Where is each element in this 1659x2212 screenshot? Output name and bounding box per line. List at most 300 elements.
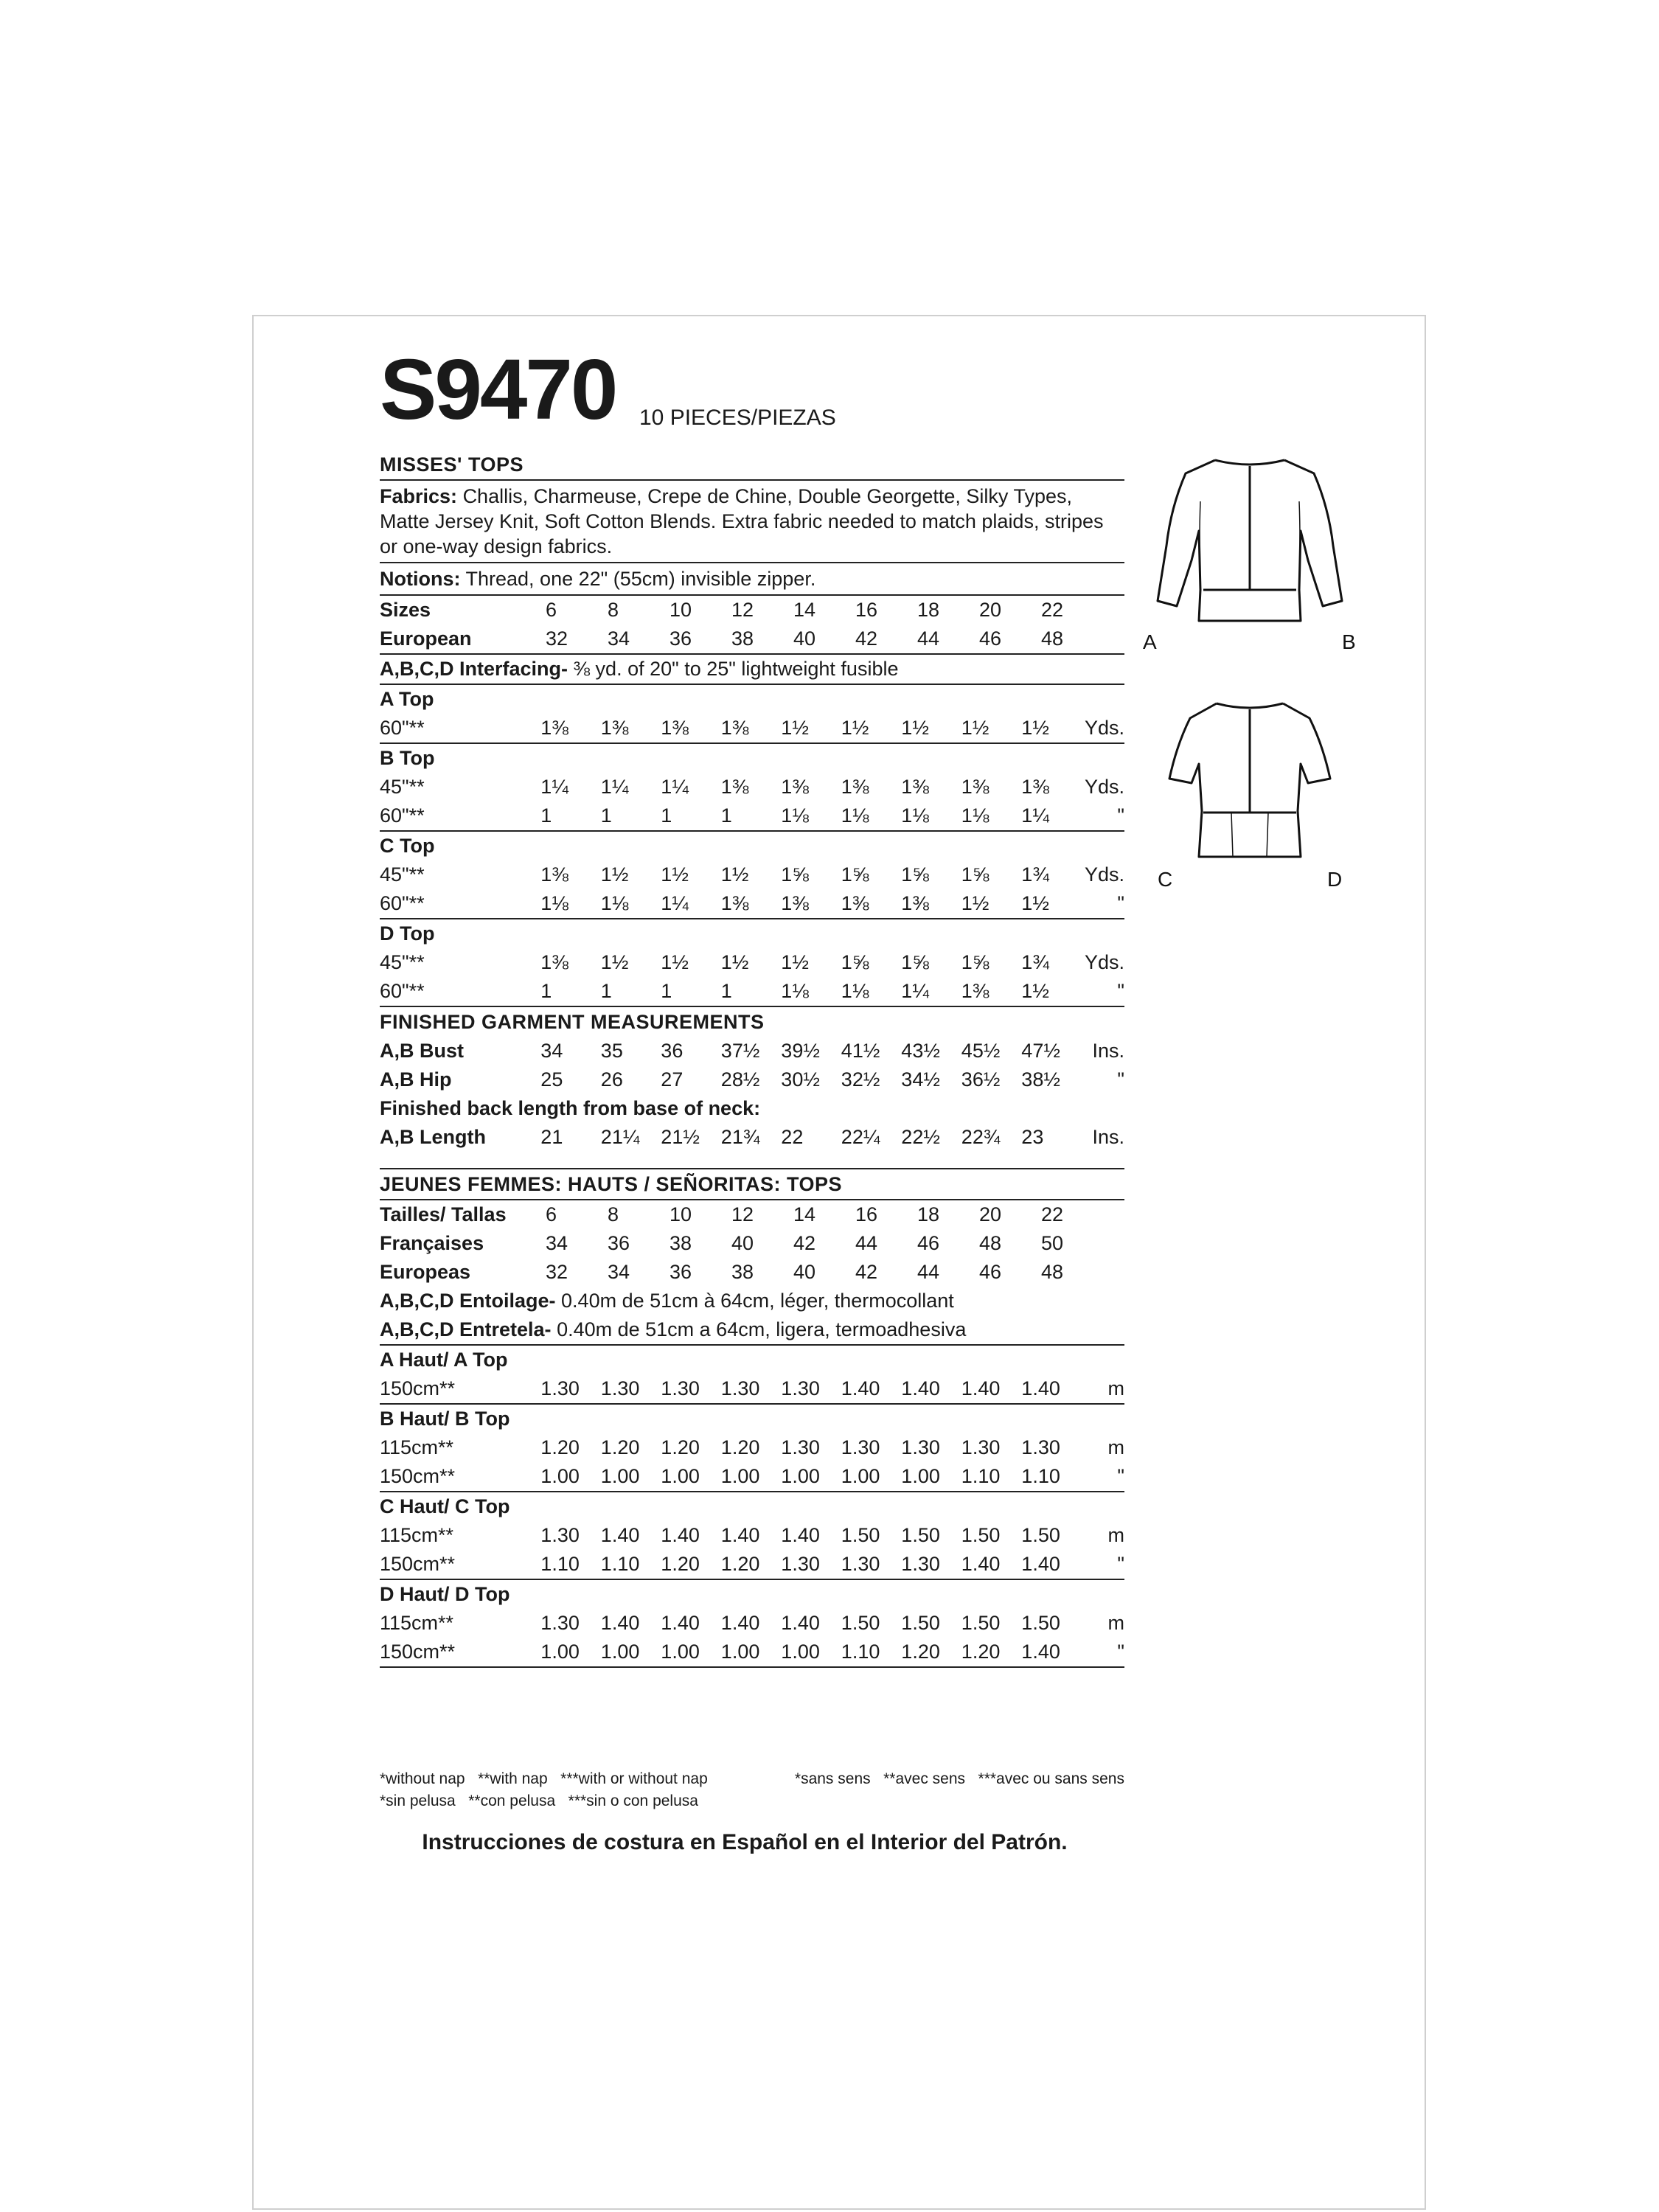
yardage-group: [380, 1405, 1124, 1492]
table-cell: 34½: [901, 1068, 940, 1091]
table-cell: 36: [608, 1232, 630, 1254]
yardage-group: [380, 1346, 1124, 1405]
table-cell: 1.40: [1021, 1553, 1060, 1575]
misses-title: MISSES' TOPS: [380, 453, 524, 476]
footnote-es: *sin pelusa **con pelusa ***sin o con pelusa: [380, 1792, 698, 1809]
table-cell: 1⅛: [841, 804, 869, 827]
yardage-group: [380, 832, 1124, 919]
table-cell: 1.30: [540, 1612, 580, 1634]
table-cell: 1½: [661, 863, 689, 886]
yardage-group: [380, 919, 1124, 1007]
table-cell: 1⅝: [781, 863, 809, 886]
table-cell: 1⅛: [781, 980, 809, 1002]
label-d: D: [1327, 868, 1343, 891]
row-label: A,B Length: [380, 1126, 486, 1148]
unit-label: m: [1107, 1524, 1125, 1546]
row-label: 115cm**: [380, 1436, 454, 1458]
row-label: 45"**: [380, 776, 425, 798]
table-cell: 1.00: [720, 1465, 760, 1487]
table-cell: 1.40: [600, 1524, 640, 1546]
table-cell: 30½: [781, 1068, 820, 1091]
spanish-instructions-note: [0, 1830, 1659, 1855]
table-cell: 22: [1041, 1203, 1064, 1225]
unit-label: ": [1117, 980, 1125, 1002]
table-cell: 1.50: [961, 1524, 1001, 1546]
table-cell: 1½: [600, 863, 629, 886]
top-cd-back-view-illustration: [1128, 693, 1371, 892]
table-cell: 1.20: [540, 1436, 580, 1458]
table-cell: 1⅛: [961, 804, 990, 827]
table-cell: 1⅜: [540, 717, 568, 739]
yardage-group: [380, 685, 1124, 744]
table-cell: 1½: [781, 951, 809, 973]
table-cell: 1⅜: [1021, 776, 1049, 798]
tailles-section: [380, 1200, 1124, 1346]
table-cell: 50: [1041, 1232, 1064, 1254]
table-cell: 1.20: [661, 1436, 700, 1458]
yardage-row: [380, 1374, 1124, 1403]
row-label: 150cm**: [380, 1377, 456, 1399]
table-cell: 45½: [961, 1040, 1001, 1062]
table-cell: 1¾: [1021, 951, 1049, 973]
table-cell: 1.10: [841, 1641, 880, 1663]
row-label: 150cm**: [380, 1641, 456, 1663]
unit-label: Ins.: [1092, 1126, 1125, 1148]
footnotes: [380, 1768, 1124, 1812]
table-cell: 1⅝: [901, 951, 929, 973]
table-cell: 1½: [901, 717, 929, 739]
table-cell: 1⅜: [540, 863, 568, 886]
table-cell: 1.00: [600, 1465, 640, 1487]
table-cell: 1½: [661, 951, 689, 973]
table-cell: 14: [793, 599, 816, 621]
table-cell: 36: [669, 627, 692, 650]
interfacing-line: [380, 655, 1124, 685]
yardage-row: [380, 801, 1124, 830]
footnote-en: *without nap **with nap ***with or without nap: [380, 1770, 708, 1787]
unit-label: m: [1107, 1612, 1125, 1634]
yardage-row: [380, 1550, 1124, 1579]
table-cell: 36½: [961, 1068, 1001, 1091]
table-cell: 1.30: [781, 1436, 820, 1458]
entretela-line: [380, 1315, 1124, 1344]
table-cell: 48: [1041, 627, 1064, 650]
table-cell: 1: [540, 980, 552, 1002]
table-cell: 1.00: [720, 1641, 760, 1663]
spanish-note-text: Instrucciones de costura en Español en el Interior del Patrón.: [422, 1830, 1068, 1854]
table-cell: 1.20: [661, 1553, 700, 1575]
row-label: European: [380, 627, 472, 650]
yardage-row: [380, 1462, 1124, 1491]
table-cell: 1.40: [661, 1612, 700, 1634]
table-cell: 1.30: [661, 1377, 700, 1399]
table-cell: 1.40: [961, 1553, 1001, 1575]
european-row: [380, 625, 1124, 653]
table-cell: 1¼: [901, 980, 929, 1002]
table-cell: 1¼: [600, 776, 629, 798]
misses-yardage: [380, 685, 1124, 1007]
table-cell: 1.00: [661, 1641, 700, 1663]
table-cell: 1.40: [1021, 1377, 1060, 1399]
table-cell: 1½: [1021, 717, 1049, 739]
table-cell: 21¼: [600, 1126, 640, 1148]
yardage-group: [380, 744, 1124, 832]
jeunes-title: JEUNES FEMMES: HAUTS / SEÑORITAS: TOPS: [380, 1173, 843, 1195]
length-row: [380, 1123, 1124, 1152]
table-cell: 1.00: [901, 1465, 940, 1487]
table-cell: 42: [793, 1232, 816, 1254]
table-cell: 1.50: [961, 1612, 1001, 1634]
table-cell: 21¾: [720, 1126, 760, 1148]
table-cell: 1.40: [781, 1612, 820, 1634]
table-cell: 1⅜: [720, 717, 749, 739]
row-label: Europeas: [380, 1261, 471, 1283]
table-cell: 1.40: [600, 1612, 640, 1634]
table-cell: 1⅝: [841, 951, 869, 973]
table-cell: 1.50: [901, 1612, 940, 1634]
table-cell: 1⅜: [841, 776, 869, 798]
fabrics-section: [380, 481, 1124, 563]
interfacing-label: A,B,C,D Interfacing-: [380, 658, 568, 680]
table-cell: 46: [917, 1232, 940, 1254]
unit-label: ": [1117, 1553, 1125, 1575]
table-cell: 40: [793, 627, 816, 650]
interfacing-text: ⅜ yd. of 20" to 25" lightweight fusible: [573, 658, 899, 680]
table-cell: 1.30: [901, 1436, 940, 1458]
view-title: B Top: [380, 747, 435, 769]
unit-label: ": [1117, 1068, 1125, 1091]
view-title: C Top: [380, 835, 435, 857]
table-cell: 21½: [661, 1126, 700, 1148]
table-cell: 1.40: [1021, 1641, 1060, 1663]
table-cell: 1⅜: [661, 717, 689, 739]
view-title: D Haut/ D Top: [380, 1583, 510, 1605]
entretela-label: A,B,C,D Entretela-: [380, 1318, 552, 1340]
table-cell: 1.50: [841, 1612, 880, 1634]
table-cell: 21: [540, 1126, 563, 1148]
yardage-group: [380, 1492, 1124, 1580]
table-cell: 39½: [781, 1040, 820, 1062]
table-cell: 1⅜: [901, 776, 929, 798]
table-cell: 1½: [1021, 980, 1049, 1002]
table-cell: 1.20: [600, 1436, 640, 1458]
table-cell: 1⅜: [841, 892, 869, 914]
table-cell: 36: [661, 1040, 684, 1062]
table-cell: 22¼: [841, 1126, 880, 1148]
table-cell: 1⅝: [901, 863, 929, 886]
table-cell: 22: [1041, 599, 1064, 621]
yardage-row: [380, 977, 1124, 1006]
table-cell: 42: [855, 627, 878, 650]
table-cell: 22¾: [961, 1126, 1001, 1148]
table-cell: 1.30: [540, 1377, 580, 1399]
table-cell: 1.40: [720, 1612, 760, 1634]
table-cell: 1.20: [720, 1436, 760, 1458]
tailles-row: [380, 1200, 1124, 1229]
table-cell: 1.00: [540, 1641, 580, 1663]
table-cell: 1.10: [600, 1553, 640, 1575]
yardage-row: [380, 1433, 1124, 1462]
table-cell: 1.00: [600, 1641, 640, 1663]
table-cell: 1.50: [1021, 1612, 1060, 1634]
pattern-number: S9470: [380, 341, 616, 437]
view-title: C Haut/ C Top: [380, 1495, 510, 1517]
table-cell: 41½: [841, 1040, 880, 1062]
table-cell: 12: [731, 1203, 754, 1225]
table-cell: 1⅜: [901, 892, 929, 914]
table-cell: 1¼: [540, 776, 568, 798]
label-a: A: [1143, 630, 1157, 653]
row-label: Françaises: [380, 1232, 484, 1254]
table-cell: 1.20: [720, 1553, 760, 1575]
label-c: C: [1158, 868, 1173, 891]
table-cell: 1⅝: [961, 863, 990, 886]
table-cell: 1⅛: [841, 980, 869, 1002]
table-cell: 8: [608, 1203, 619, 1225]
table-cell: 46: [979, 627, 1002, 650]
table-cell: 12: [731, 599, 754, 621]
table-cell: 44: [917, 627, 940, 650]
table-cell: 1⅝: [841, 863, 869, 886]
table-cell: 1.40: [901, 1377, 940, 1399]
table-cell: 1.20: [901, 1641, 940, 1663]
table-cell: 1.30: [781, 1553, 820, 1575]
table-cell: 25: [540, 1068, 563, 1091]
francaises-row: [380, 1229, 1124, 1258]
jeunes-metrage: [380, 1346, 1124, 1668]
back-length-label: Finished back length from base of neck:: [380, 1097, 761, 1119]
table-cell: 40: [731, 1232, 754, 1254]
table-cell: 1.00: [841, 1465, 880, 1487]
table-cell: 34: [608, 1261, 630, 1283]
top-ab-back-view-illustration: [1128, 450, 1371, 656]
fabrics-label: Fabrics:: [380, 485, 458, 507]
unit-label: Ins.: [1092, 1040, 1125, 1062]
table-cell: 1.10: [961, 1465, 1001, 1487]
table-cell: 1.30: [720, 1377, 760, 1399]
yardage-row: [380, 948, 1124, 977]
view-title: B Haut/ B Top: [380, 1408, 510, 1430]
table-cell: 1⅜: [540, 951, 568, 973]
table-cell: 1¼: [1021, 804, 1049, 827]
table-cell: 1½: [781, 717, 809, 739]
entoilage-text: 0.40m de 51cm à 64cm, léger, thermocollant: [561, 1290, 954, 1312]
table-cell: 20: [979, 599, 1002, 621]
table-cell: 1½: [600, 951, 629, 973]
yardage-row: [380, 1521, 1124, 1550]
table-cell: 35: [600, 1040, 623, 1062]
finished-title: FINISHED GARMENT MEASUREMENTS: [380, 1011, 765, 1033]
table-cell: 42: [855, 1261, 878, 1283]
unit-label: Yds.: [1084, 863, 1125, 886]
row-label: Sizes: [380, 599, 431, 621]
table-cell: 1⅛: [781, 804, 809, 827]
row-label: A,B Hip: [380, 1068, 452, 1091]
table-cell: 36: [669, 1261, 692, 1283]
table-cell: 1.50: [841, 1524, 880, 1546]
row-label: 60"**: [380, 804, 425, 827]
row-label: 115cm**: [380, 1612, 454, 1634]
yardage-row: [380, 860, 1124, 889]
pattern-info: [380, 450, 1124, 1668]
table-cell: 16: [855, 1203, 878, 1225]
table-cell: 34: [540, 1040, 563, 1062]
row-label: 150cm**: [380, 1553, 456, 1575]
row-label: 45"**: [380, 951, 425, 973]
table-cell: 6: [546, 599, 557, 621]
table-cell: 1.40: [841, 1377, 880, 1399]
table-cell: 1.40: [781, 1524, 820, 1546]
row-label: A,B Bust: [380, 1040, 464, 1062]
table-cell: 1.30: [540, 1524, 580, 1546]
table-cell: 1.30: [901, 1553, 940, 1575]
table-cell: 1⅜: [720, 892, 749, 914]
table-cell: 46: [979, 1261, 1002, 1283]
table-cell: 20: [979, 1203, 1002, 1225]
fabrics-text: Challis, Charmeuse, Crepe de Chine, Double Georgette, Silky Types, Matte Jersey Knit, Soft Cotton Blends. Extra fabric needed to match plaids, stripes or one-way design fabrics.: [380, 485, 1104, 557]
table-cell: 1½: [720, 863, 749, 886]
table-cell: 1¾: [1021, 863, 1049, 886]
yardage-row: [380, 773, 1124, 801]
row-label: 60"**: [380, 892, 425, 914]
table-cell: 1½: [1021, 892, 1049, 914]
sizes-row: [380, 596, 1124, 625]
table-cell: 26: [600, 1068, 623, 1091]
table-cell: 38½: [1021, 1068, 1060, 1091]
table-cell: 40: [793, 1261, 816, 1283]
table-cell: 8: [608, 599, 619, 621]
yardage-row: [380, 714, 1124, 742]
footnote-fr: *sans sens **avec sens ***avec ou sans sens: [794, 1770, 1124, 1787]
label-b: B: [1342, 630, 1356, 653]
entoilage-line: [380, 1287, 1124, 1315]
notions-text: Thread, one 22" (55cm) invisible zipper.: [465, 568, 816, 590]
table-cell: 48: [979, 1232, 1002, 1254]
table-cell: 1.30: [841, 1436, 880, 1458]
table-cell: 1½: [961, 717, 990, 739]
unit-label: ": [1117, 1641, 1125, 1663]
table-cell: 1.20: [961, 1641, 1001, 1663]
table-cell: 1: [720, 980, 732, 1002]
table-cell: 14: [793, 1203, 816, 1225]
unit-label: m: [1107, 1436, 1125, 1458]
table-cell: 10: [669, 599, 692, 621]
yardage-row: [380, 1638, 1124, 1666]
yardage-row: [380, 889, 1124, 918]
table-cell: 38: [669, 1232, 692, 1254]
table-cell: 28½: [720, 1068, 760, 1091]
table-cell: 1: [600, 980, 612, 1002]
table-cell: 38: [731, 1261, 754, 1283]
table-cell: 1⅜: [961, 776, 990, 798]
table-cell: 1⅛: [901, 804, 929, 827]
table-cell: 1.00: [781, 1641, 820, 1663]
unit-label: Yds.: [1084, 776, 1125, 798]
table-cell: 1.00: [781, 1465, 820, 1487]
table-cell: 32½: [841, 1068, 880, 1091]
row-label: Tailles/ Tallas: [380, 1203, 507, 1225]
table-cell: 47½: [1021, 1040, 1060, 1062]
table-cell: 38: [731, 627, 754, 650]
table-cell: 6: [546, 1203, 557, 1225]
table-cell: 1⅝: [961, 951, 990, 973]
pieces-count: 10 PIECES/PIEZAS: [639, 406, 836, 430]
table-cell: 22: [781, 1126, 804, 1148]
table-cell: 1.10: [1021, 1465, 1060, 1487]
view-title: A Top: [380, 688, 434, 710]
notions-section: [380, 563, 1124, 596]
view-title: D Top: [380, 922, 435, 945]
table-cell: 1.50: [1021, 1524, 1060, 1546]
sizes-section: [380, 596, 1124, 655]
row-label: 60"**: [380, 717, 425, 739]
yardage-row: [380, 1609, 1124, 1638]
table-cell: 32: [546, 627, 568, 650]
table-cell: 23: [1021, 1126, 1044, 1148]
table-cell: 1.00: [661, 1465, 700, 1487]
unit-label: m: [1107, 1377, 1125, 1399]
unit-label: ": [1117, 1465, 1125, 1487]
table-cell: 10: [669, 1203, 692, 1225]
table-cell: 44: [917, 1261, 940, 1283]
table-cell: 34: [546, 1232, 568, 1254]
entoilage-label: A,B,C,D Entoilage-: [380, 1290, 556, 1312]
table-cell: 1⅜: [961, 980, 990, 1002]
table-cell: 1: [661, 804, 672, 827]
table-cell: 1.30: [961, 1436, 1001, 1458]
unit-label: ": [1117, 892, 1125, 914]
table-cell: 16: [855, 599, 878, 621]
table-cell: 1⅛: [540, 892, 568, 914]
table-cell: 1.10: [540, 1553, 580, 1575]
table-cell: 1.40: [720, 1524, 760, 1546]
table-cell: 1.50: [901, 1524, 940, 1546]
unit-label: Yds.: [1084, 717, 1125, 739]
row-label: 45"**: [380, 863, 425, 886]
table-cell: 1: [600, 804, 612, 827]
unit-label: ": [1117, 804, 1125, 827]
entretela-text: 0.40m de 51cm a 64cm, ligera, termoadhesiva: [557, 1318, 967, 1340]
table-cell: 44: [855, 1232, 878, 1254]
table-cell: 18: [917, 599, 940, 621]
notions-label: Notions:: [380, 568, 461, 590]
table-cell: 27: [661, 1068, 684, 1091]
table-cell: 1.30: [600, 1377, 640, 1399]
yardage-group: [380, 1580, 1124, 1668]
row-label: 150cm**: [380, 1465, 456, 1487]
bust-row: [380, 1037, 1124, 1065]
view-title: A Haut/ A Top: [380, 1349, 508, 1371]
table-cell: 1½: [841, 717, 869, 739]
table-cell: 1⅜: [720, 776, 749, 798]
table-cell: 18: [917, 1203, 940, 1225]
table-cell: 1⅜: [781, 892, 809, 914]
table-cell: 1¼: [661, 776, 689, 798]
table-cell: 22½: [901, 1126, 940, 1148]
row-label: 60"**: [380, 980, 425, 1002]
table-cell: 1.30: [1021, 1436, 1060, 1458]
hip-row: [380, 1065, 1124, 1094]
table-cell: 34: [608, 627, 630, 650]
table-cell: 1.40: [961, 1377, 1001, 1399]
unit-label: Yds.: [1084, 951, 1125, 973]
table-cell: 1⅛: [600, 892, 629, 914]
row-label: 115cm**: [380, 1524, 454, 1546]
table-cell: 43½: [901, 1040, 940, 1062]
table-cell: 1¼: [661, 892, 689, 914]
table-cell: 1: [540, 804, 552, 827]
table-cell: 1: [661, 980, 672, 1002]
